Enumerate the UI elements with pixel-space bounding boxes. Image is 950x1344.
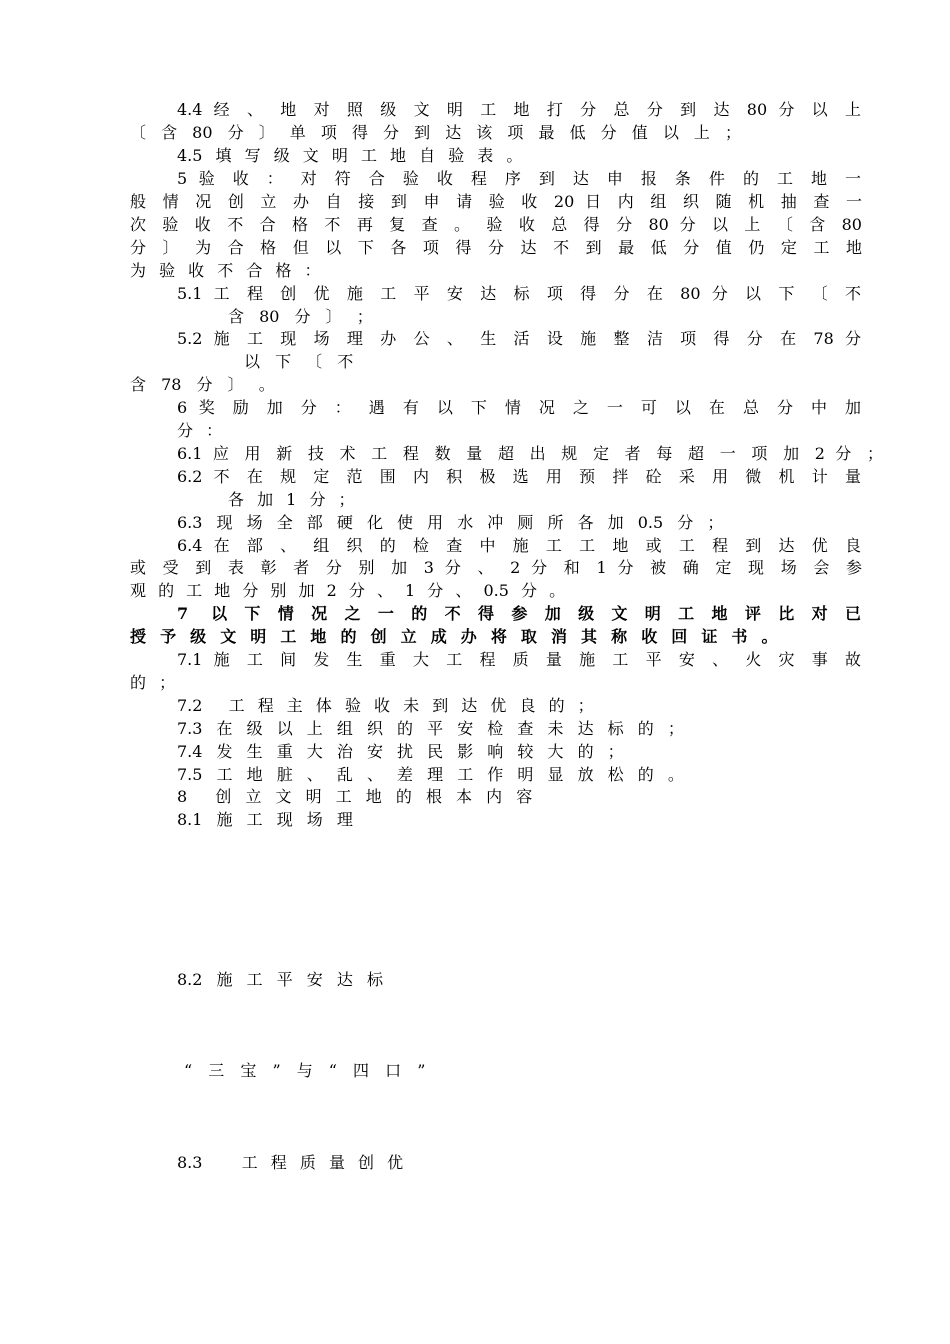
heading-8-2: 8.2 施 工 平 安 达 标: [177, 970, 383, 989]
text-line: 次 验 收 不 合 格 不 再 复 查 。 验 收 总 得 分 80 分 以 上 〔 含 80: [130, 215, 862, 234]
text-line: 7.1 施 工 间 发 生 重 大 工 程 质 量 施 工 平 安 、 火 灾 事 故: [177, 650, 861, 669]
text-line: 的 ；: [130, 673, 176, 692]
text-line: 般 情 况 创 立 办 自 接 到 申 请 验 收 20 日 内 组 织 随 机 抽 查 一: [130, 192, 862, 211]
text-line: 4.4 经 、 地 对 照 级 文 明 工 地 打 分 总 分 到 达 80 分 以 上: [177, 100, 861, 119]
text-line: 6 奖 励 加 分 ： 遇 有 以 下 情 况 之 一 可 以 在 总 分 中 加: [177, 398, 861, 417]
text-line: 5.1 工 程 创 优 施 工 平 安 达 标 项 得 分 在 80 分 以 下 〔 不: [177, 284, 861, 303]
text-line: 各 加 1 分 ；: [228, 490, 355, 509]
heading-8-3: 8.3 工 程 质 量 创 优: [177, 1153, 404, 1172]
text-line: 7.4 发 生 重 大 治 安 扰 民 影 响 较 大 的 ；: [177, 742, 624, 761]
text-line: 7.2 工 程 主 体 验 收 未 到 达 优 良 的 ；: [177, 696, 594, 715]
text-line: 为 验 收 不 合 格 ：: [130, 261, 321, 280]
text-line: 含 80 分 〕 ；: [228, 307, 373, 326]
bold-text-line: 授 予 级 文 明 工 地 的 创 立 成 办 将 取 消 其 称 收 回 证 书 。: [130, 627, 778, 646]
text-line: 〔 含 80 分 〕 单 项 得 分 到 达 该 项 最 低 分 值 以 上 ；: [130, 123, 741, 142]
text-line: 5.2 施 工 现 场 理 办 公 、 生 活 设 施 整 洁 项 得 分 在 78 分: [177, 329, 861, 348]
bold-text-line: 7 以 下 情 况 之 一 的 不 得 参 加 级 文 明 工 地 评 比 对 已: [177, 604, 861, 623]
heading-8-1: 8.1 施 工 现 场 理: [177, 810, 353, 829]
text-line: 8 创 立 文 明 工 地 的 根 本 内 容: [177, 787, 533, 806]
text-line: 分 〕 为 合 格 但 以 下 各 项 得 分 达 不 到 最 低 分 值 仍 定 工 地: [130, 238, 862, 257]
text-line: 观 的 工 地 分 别 加 2 分 、 1 分 、 0.5 分 。: [130, 581, 566, 600]
text-line: 6.2 不 在 规 定 范 围 内 积 极 选 用 预 拌 砼 采 用 微 机 计 量: [177, 467, 861, 486]
text-line: 7.5 工 地 脏 、 乱 、 差 理 工 作 明 显 放 松 的 。: [177, 765, 684, 784]
text-line: 7.3 在 级 以 上 组 织 的 平 安 检 查 未 达 标 的 ；: [177, 719, 684, 738]
text-line: 6.1 应 用 新 技 术 工 程 数 量 超 出 规 定 者 每 超 一 项 加 2 分 ；: [177, 444, 883, 463]
sub-heading-sanbao-sikou: “ 三 宝 ” 与 “ 四 口 ”: [184, 1061, 426, 1080]
text-line: 分 ：: [177, 421, 223, 440]
text-line: 6.3 现 场 全 部 硬 化 使 用 水 冲 厕 所 各 加 0.5 分 ；: [177, 513, 724, 532]
text-line: 或 受 到 表 彰 者 分 别 加 3 分 、 2 分 和 1 分 被 确 定 现 场 会 参: [130, 558, 862, 577]
text-line: 5 验 收 ： 对 符 合 验 收 程 序 到 达 申 报 条 件 的 工 地 一: [177, 169, 861, 188]
text-line: 4.5 填 写 级 文 明 工 地 自 验 表 。: [177, 146, 523, 165]
text-line: 6.4 在 部 、 组 织 的 检 查 中 施 工 工 地 或 工 程 到 达 优 良: [177, 536, 861, 555]
text-line: 以 下 〔 不: [244, 352, 354, 371]
text-line: 含 78 分 〕 。: [130, 375, 275, 394]
